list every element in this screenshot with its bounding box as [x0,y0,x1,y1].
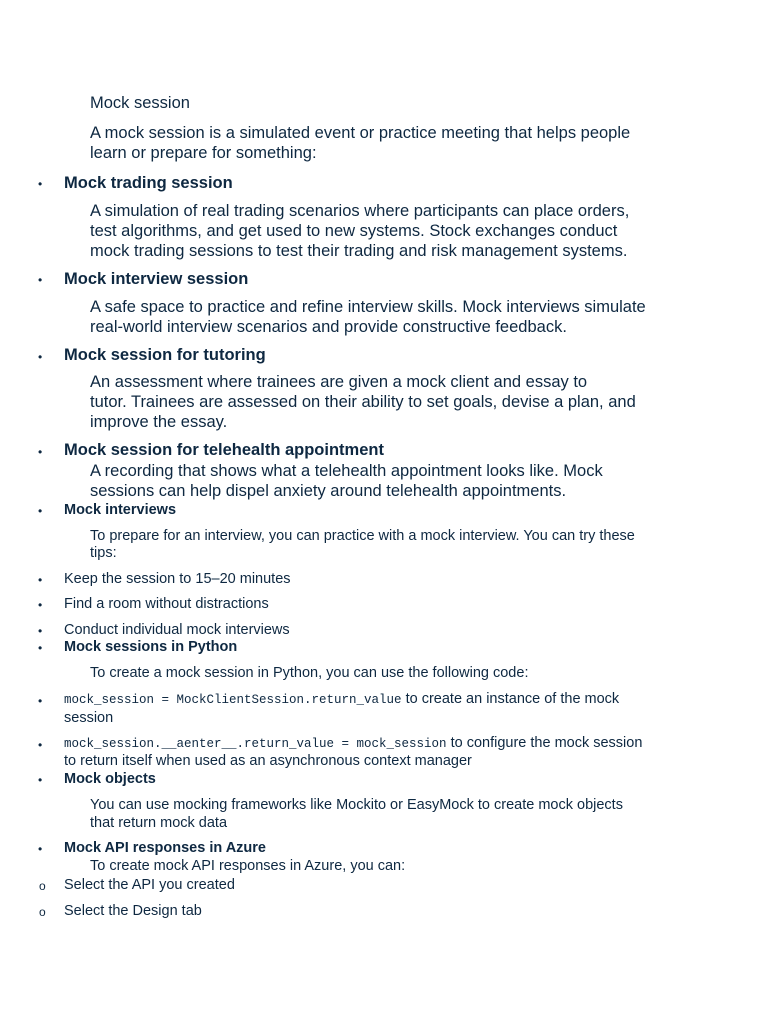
heading-interviews: Mock interviews [64,502,177,518]
python-body: To create a mock session in Python, you can use the following code: [90,665,529,681]
bullet-icon: • [38,273,43,287]
sub-bullet-icon: o [39,905,46,919]
heading-interview: Mock interview session [64,270,249,288]
bullet-icon: • [38,598,43,612]
tutoring-line-2: tutor. Trainees are assessed on their ability to set goals, devise a plan, and [90,393,636,411]
interviews-line-2: tips: [90,545,117,561]
heading-python: Mock sessions in Python [64,639,238,655]
bullet-icon: • [38,773,43,787]
telehealth-line-1: A recording that shows what a telehealth appointment looks like. Mock [90,462,603,480]
interviews-line-1: To prepare for an interview, you can practice with a mock interview. You can try these [90,528,635,544]
azure-step: Select the API you created [64,877,235,893]
intro-line-1: A mock session is a simulated event or practice meeting that helps people [90,124,631,142]
trading-line-1: A simulation of real trading scenarios where participants can place orders, [90,202,630,220]
azure-step: Select the Design tab [64,903,202,919]
python-item-2 [64,735,642,751]
python-item-1-cont: session [64,710,114,726]
azure-body: To create mock API responses in Azure, you can: [90,858,406,874]
objects-line-1: You can use mocking frameworks like Mockito or EasyMock to create mock objects [90,797,623,813]
bullet-icon: • [38,641,43,655]
intro-line-2: learn or prepare for something: [90,144,317,162]
document-title: Mock session [90,94,190,112]
heading-trading: Mock trading session [64,174,233,192]
python-item-1 [64,691,619,707]
tip-item: Conduct individual mock interviews [64,622,290,638]
heading-azure: Mock API responses in Azure [64,840,266,856]
heading-tutoring: Mock session for tutoring [64,346,266,364]
bullet-icon: • [38,573,43,587]
python-item-1-text: to create an instance of the mock [401,691,620,707]
bullet-icon: • [38,445,43,459]
bullet-icon: • [38,350,43,364]
bullet-icon: • [38,842,43,856]
python-item-2-text: to configure the mock session [446,735,643,751]
bullet-icon: • [38,177,43,191]
tutoring-line-3: improve the essay. [90,413,228,431]
code-snippet: mock_session.__aenter__.return_value = mock_session [64,737,447,751]
code-snippet: mock_session = MockClientSession.return_value [64,693,402,707]
interview-line-2: real-world interview scenarios and provide constructive feedback. [90,318,567,336]
trading-line-2: test algorithms, and get used to new systems. Stock exchanges conduct [90,222,618,240]
bullet-icon: • [38,624,43,638]
heading-telehealth: Mock session for telehealth appointment [64,441,384,459]
bullet-icon: • [38,738,43,752]
sub-bullet-icon: o [39,879,46,893]
bullet-icon: • [38,694,43,708]
trading-line-3: mock trading sessions to test their trading and risk management systems. [90,242,628,260]
tip-item: Find a room without distractions [64,596,269,612]
tip-item: Keep the session to 15–20 minutes [64,571,291,587]
python-item-2-cont: to return itself when used as an asynchronous context manager [64,753,472,769]
telehealth-line-2: sessions can help dispel anxiety around telehealth appointments. [90,482,567,500]
interview-line-1: A safe space to practice and refine interview skills. Mock interviews simulate [90,298,646,316]
objects-line-2: that return mock data [90,815,228,831]
bullet-icon: • [38,504,43,518]
tutoring-line-1: An assessment where trainees are given a mock client and essay to [90,373,588,391]
heading-objects: Mock objects [64,771,156,787]
